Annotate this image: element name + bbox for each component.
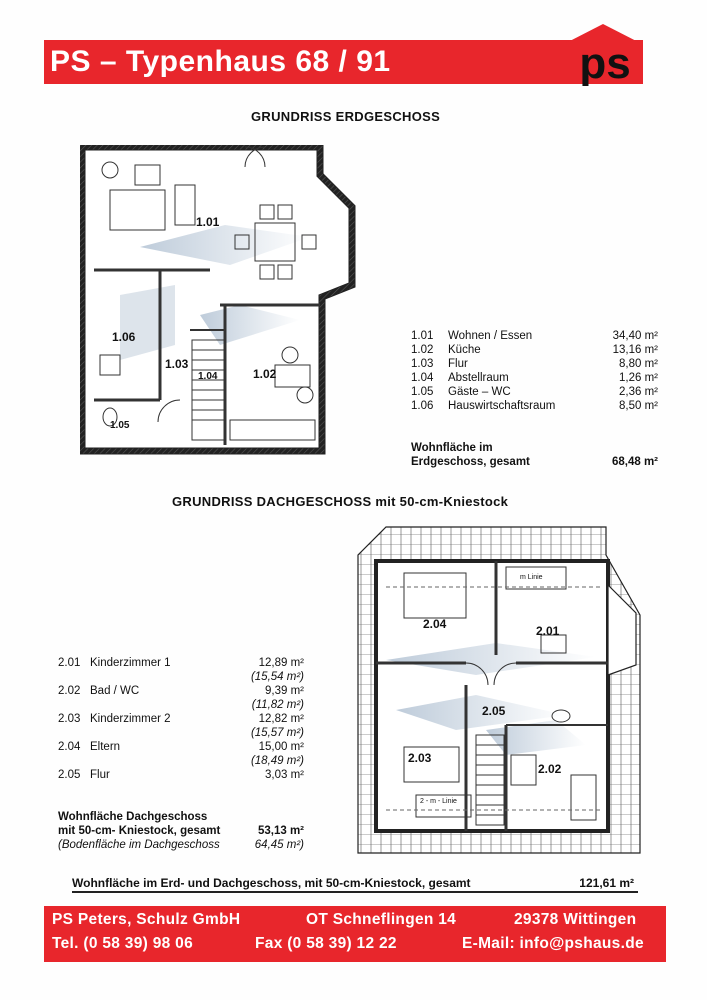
ground-floor-total-label-1: Wohnfläche im — [411, 442, 493, 454]
room-number: 1.06 — [411, 400, 434, 412]
footer-email[interactable]: E-Mail: info@pshaus.de — [462, 935, 644, 952]
room-floor-area: (15,57 m²) — [250, 727, 304, 739]
footer-phone: Tel. (0 58 39) 98 06 — [52, 935, 193, 952]
grand-total — [72, 876, 638, 890]
room-area: 1,26 m² — [619, 372, 658, 384]
upper-floor-plan — [356, 525, 642, 855]
plan-note-m-linie: m Linie — [520, 574, 543, 581]
upper-floor-area-value: 64,45 m²) — [254, 839, 304, 851]
page-title: PS – Typenhaus 68 / 91 — [50, 45, 391, 78]
grand-total-value: 121,61 m² — [579, 876, 634, 890]
upper-floor-total-value: 53,13 m² — [257, 825, 304, 837]
room-area: 3,03 m² — [265, 769, 304, 781]
room-name: Abstellraum — [448, 372, 509, 384]
room-name: Kinderzimmer 2 — [90, 713, 171, 725]
room-floor-area: (15,54 m²) — [250, 671, 304, 683]
plan-label-1-03: 1.03 — [165, 357, 189, 371]
room-name: Eltern — [90, 741, 121, 753]
room-area: 15,00 m² — [258, 741, 304, 753]
footer-fax: Fax (0 58 39) 12 22 — [255, 935, 397, 952]
grand-total-label: Wohnfläche im Erd- und Dachgeschoss, mit 50-cm-Kniestock, gesamt — [72, 876, 471, 890]
logo-text: ps — [579, 39, 631, 86]
room-number: 1.04 — [411, 372, 434, 384]
ground-floor-plan — [80, 145, 356, 457]
plan-label-2-05: 2.05 — [482, 704, 506, 718]
room-number: 2.04 — [58, 741, 81, 753]
room-name: Flur — [90, 769, 110, 781]
room-area: 8,80 m² — [619, 358, 658, 370]
upper-floor-total-label-2: mit 50-cm- Kniestock, gesamt — [58, 825, 221, 837]
ground-floor-room-table — [411, 330, 661, 470]
room-number: 1.03 — [411, 358, 434, 370]
plan-label-2-02: 2.02 — [538, 762, 562, 776]
footer-company: PS Peters, Schulz GmbH — [52, 911, 241, 928]
room-name: Flur — [448, 358, 468, 370]
ground-floor-total-label-2: Erdgeschoss, gesamt — [411, 456, 530, 468]
room-name: Gäste – WC — [448, 386, 511, 398]
plan-label-2-01: 2.01 — [536, 624, 560, 638]
plan-label-1-01: 1.01 — [196, 215, 220, 229]
footer-street: OT Schneflingen 14 — [306, 911, 457, 928]
upper-floor-area-label: (Bodenfläche im Dachgeschoss — [58, 839, 220, 851]
room-number: 2.05 — [58, 769, 81, 781]
room-number: 2.02 — [58, 685, 81, 697]
plan-label-1-06: 1.06 — [112, 330, 136, 344]
room-name: Bad / WC — [90, 685, 140, 697]
room-area: 2,36 m² — [619, 386, 658, 398]
room-name: Kinderzimmer 1 — [90, 657, 171, 669]
plan-label-1-04: 1.04 — [198, 371, 218, 382]
ground-floor-total-value: 68,48 m² — [611, 456, 658, 468]
plan-note-2m-linie: 2 - m - Linie — [420, 798, 457, 805]
room-number: 1.02 — [411, 344, 434, 356]
room-name: Hauswirtschaftsraum — [448, 400, 556, 412]
ps-logo — [560, 22, 646, 86]
room-number: 1.01 — [411, 330, 434, 342]
room-floor-area: (11,82 m²) — [251, 699, 304, 711]
room-area: 13,16 m² — [612, 344, 658, 356]
room-area: 12,89 m² — [258, 657, 304, 669]
room-area: 34,40 m² — [612, 330, 658, 342]
room-number: 2.01 — [58, 657, 81, 669]
upper-floor-room-table — [58, 657, 308, 857]
grand-total-rule — [72, 891, 638, 893]
plan-label-2-04: 2.04 — [423, 617, 447, 631]
upper-floor-total-label-1: Wohnfläche Dachgeschoss — [58, 811, 208, 823]
upper-floor-title: GRUNDRISS DACHGESCHOSS mit 50-cm-Kniestock — [172, 494, 509, 509]
room-floor-area: (18,49 m²) — [250, 755, 304, 767]
room-name: Küche — [448, 344, 481, 356]
room-number: 1.05 — [411, 386, 434, 398]
plan-label-2-03: 2.03 — [408, 751, 432, 765]
plan-label-1-02: 1.02 — [253, 367, 277, 381]
ground-floor-title: GRUNDRISS ERDGESCHOSS — [251, 109, 441, 124]
room-name: Wohnen / Essen — [448, 330, 533, 342]
footer-city: 29378 Wittingen — [514, 911, 637, 928]
room-number: 2.03 — [58, 713, 81, 725]
room-area: 8,50 m² — [619, 400, 658, 412]
room-area: 12,82 m² — [258, 713, 304, 725]
room-area: 9,39 m² — [265, 685, 304, 697]
plan-label-1-05: 1.05 — [110, 420, 130, 431]
